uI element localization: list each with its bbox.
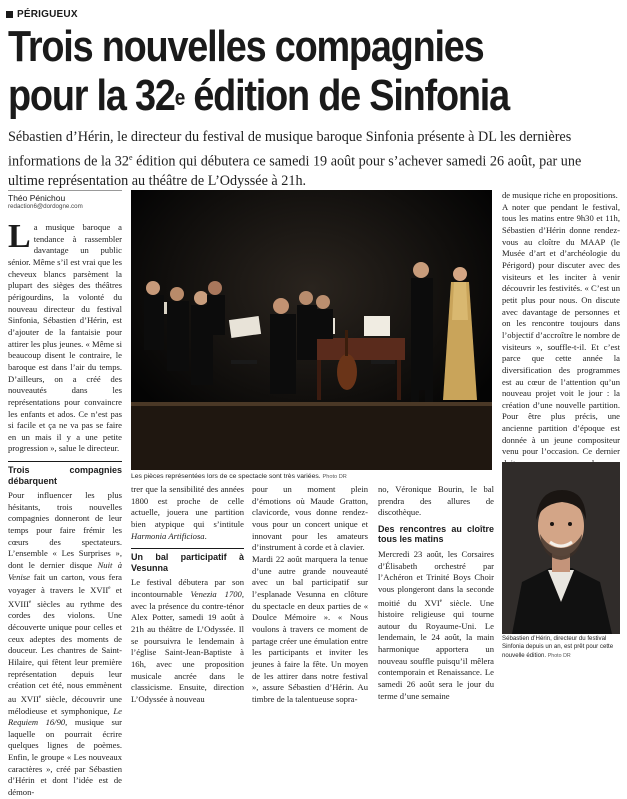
paragraph-bourin: no, Véronique Bourin, le bal prendra des allures de discothèque. xyxy=(378,484,494,518)
portrait-photo xyxy=(502,462,620,634)
section-rubric xyxy=(6,6,78,22)
article-column-3 xyxy=(252,484,368,705)
paragraph-harmonia: trer que la sensibilité des années 1800 est proche de celle actuelle, jouera une partition bien atypique qui s’intitule Harmonia Artificiosa. xyxy=(131,484,244,541)
headline-line-2: pour la 32e édition de Sinfonia xyxy=(8,71,509,120)
headline-line-1: Trois nouvelles compagnies xyxy=(8,22,484,71)
paragraph-vesunna: Mardi 22 août marquera la tenue d’une autre grande nouveauté avec un bal participatif sur l’esplanade Vesunna en clôture du spectacle en deux parties de « Doulce Mémoire ». « Nous voulons à travers ce moment de partage créer une émulation entre les participants et inviter les jeunes à faire la fête. Un moyen de les attirer dans notre festival », assure Sébastien d’Hérin. Au timbre de la talentueuse sopra- xyxy=(252,553,368,704)
subhead-cloitre: Des rencontres au cloître tous les matins xyxy=(378,523,494,545)
paragraph-clavicorde: pour un moment plein d’émotions où Maude Gratton, clavicorde, vous donne rendez-vous pour un concert unique et innovant pour les amateurs d’instrument à corde et à clavier. xyxy=(252,484,368,553)
photo-caption-1: Les pièces représentées lors de ce spectacle sont très variées. Photo DR xyxy=(131,473,347,480)
photo-credit: Photo DR xyxy=(322,474,347,480)
paragraph-bal: Le festival débutera par son incontournable Venezia 1700, avec la présence du contre-ténor Alex Potter, samedi 19 août à 21h au théâtre de L’Odyssée. Il se poursuivra le lendemain à l’église Saint-Jean-Baptiste à 16h, avec une proposition musicale ancrée dans le classicisme. Ensuite, direction L’Odyssée à nouveau xyxy=(131,577,244,704)
concert-photo xyxy=(131,190,492,470)
photo-caption-2: Sébastien d’Hérin, directeur du festival Sinfonia depuis un an, est prêt pour cette nouvelle édition. Photo DR xyxy=(502,635,614,659)
paragraph-intro: La musique baroque a tendance à rassembler davantage un public sénior. Même s’il est vrai que les cheveux blancs parsèment la plupart des sièges des théâtres périgourdins, la volonté du nouveau directeur du festival Sinfonia, Sébastien d’Hérin, est d’ajouter de la fantaisie pour attirer les plus jeunes. « Même si beaucoup disent le contraire, le baroque est dans l’air du temps. D’ailleurs, on a créé des nouveautés dans les représentations pour convaincre les enfants et ados. Ce n’est pas si facile et ça ne va pas se faire en un mais il y a une petite progression », salue le directeur. xyxy=(8,218,122,454)
lead-paragraph: Sébastien d’Hérin, le directeur du festival de musique baroque Sinfonia présente à DL les dernières informations de la 32e édition qui débutera ce samedi 19 août pour s’achever samedi 26 août, par une ultime représentation au théâtre de L’Odyssée à 21h. xyxy=(8,129,582,189)
author-name: Théo Pénichou xyxy=(8,193,66,203)
subhead-compagnies: Trois compagnies débarquent xyxy=(8,461,122,486)
author-email: redaction6@dordogne.com xyxy=(8,203,83,210)
paragraph-corsaires: Mercredi 23 août, les Corsaires d’Élisabeth orchestré par l’Achéron et Trinité Boys Choir vous plongeront dans la seconde moitié du XVIe siècle. Une histoire religieuse qui tourne autour du Royaume-Uni. Le lendemain, le 24 août, la main harmonique apportera un nouveau souffle puisqu’il mêlera contemporain et Renaissance. Le samedi 26 août sera le jour du terme d’une semaine xyxy=(378,548,494,701)
article-column-1 xyxy=(8,218,122,799)
drop-cap: L xyxy=(8,218,31,255)
concert-stage-image xyxy=(131,190,492,470)
byline xyxy=(8,190,122,210)
subhead-bal: Un bal participatif à Vesunna xyxy=(131,548,244,573)
photo-credit-2: Photo DR xyxy=(547,652,571,659)
paragraph-propositions: de musique riche en propositions. xyxy=(502,190,618,200)
paragraph-compagnies: Pour influencer les plus hésitants, trois nouvelles compagnies donneront de leur temps pour faire frémir les cœurs des spectateurs. L’ensemble « Les Surprises », dont le dernier disque Nuit à Venise fait un carton, vous fera voyager à travers le XVIIe et XVIIIe siècles au rythme des cordes des violons. Une découverte unique pour celles et ceux adeptes des moments de douceur. Les chantres de Saint-Hilaire, qui fêtent leur première représentation depuis leur création cet été, nous emmènent au XVIIe siècle, découvrir une mélodieuse et symphonique, Le Requiem 16/90, musique sur laquelle on pourrait écrire quelques lignes de poèmes. Enfin, le groupe « Les nouveaux caractères », créé par Sébastien d’Hérin et dont l’idée est de démon- xyxy=(8,490,122,798)
paragraph-maap: A noter que pendant le festival, tous les matins entre 9h30 et 11h, Sébastien d’Hérin donne rendez-vous au cloître du MAAP (le Musée d’art et d’archéologie du Périgord) pour discuter avec des visiteurs et les inciter à venir découvrir les festivités. « C’est un petit plus pour nous. On discute avec davantage de personnes et on les rencontre toujours dans l’objectif d’accroître le nombre de visiteurs », souffle-t-il. Et c’est parce que cette année la diversification des programmes est au cœur de l’attention qu’un nouveau projet voit le jour : la création d’une nouvelle partition. Pour être plus précis, une ancienne partition d’époque est donnée à un jeune compositeur venu pour l’occasion. Ce dernier xyxy=(502,201,620,457)
portrait-image xyxy=(502,462,620,634)
rubric-label: PÉRIGUEUX xyxy=(17,8,78,20)
article-column-2 xyxy=(131,484,244,706)
article-column-4 xyxy=(378,484,494,702)
rubric-square-icon xyxy=(6,11,13,18)
headline xyxy=(8,22,622,120)
